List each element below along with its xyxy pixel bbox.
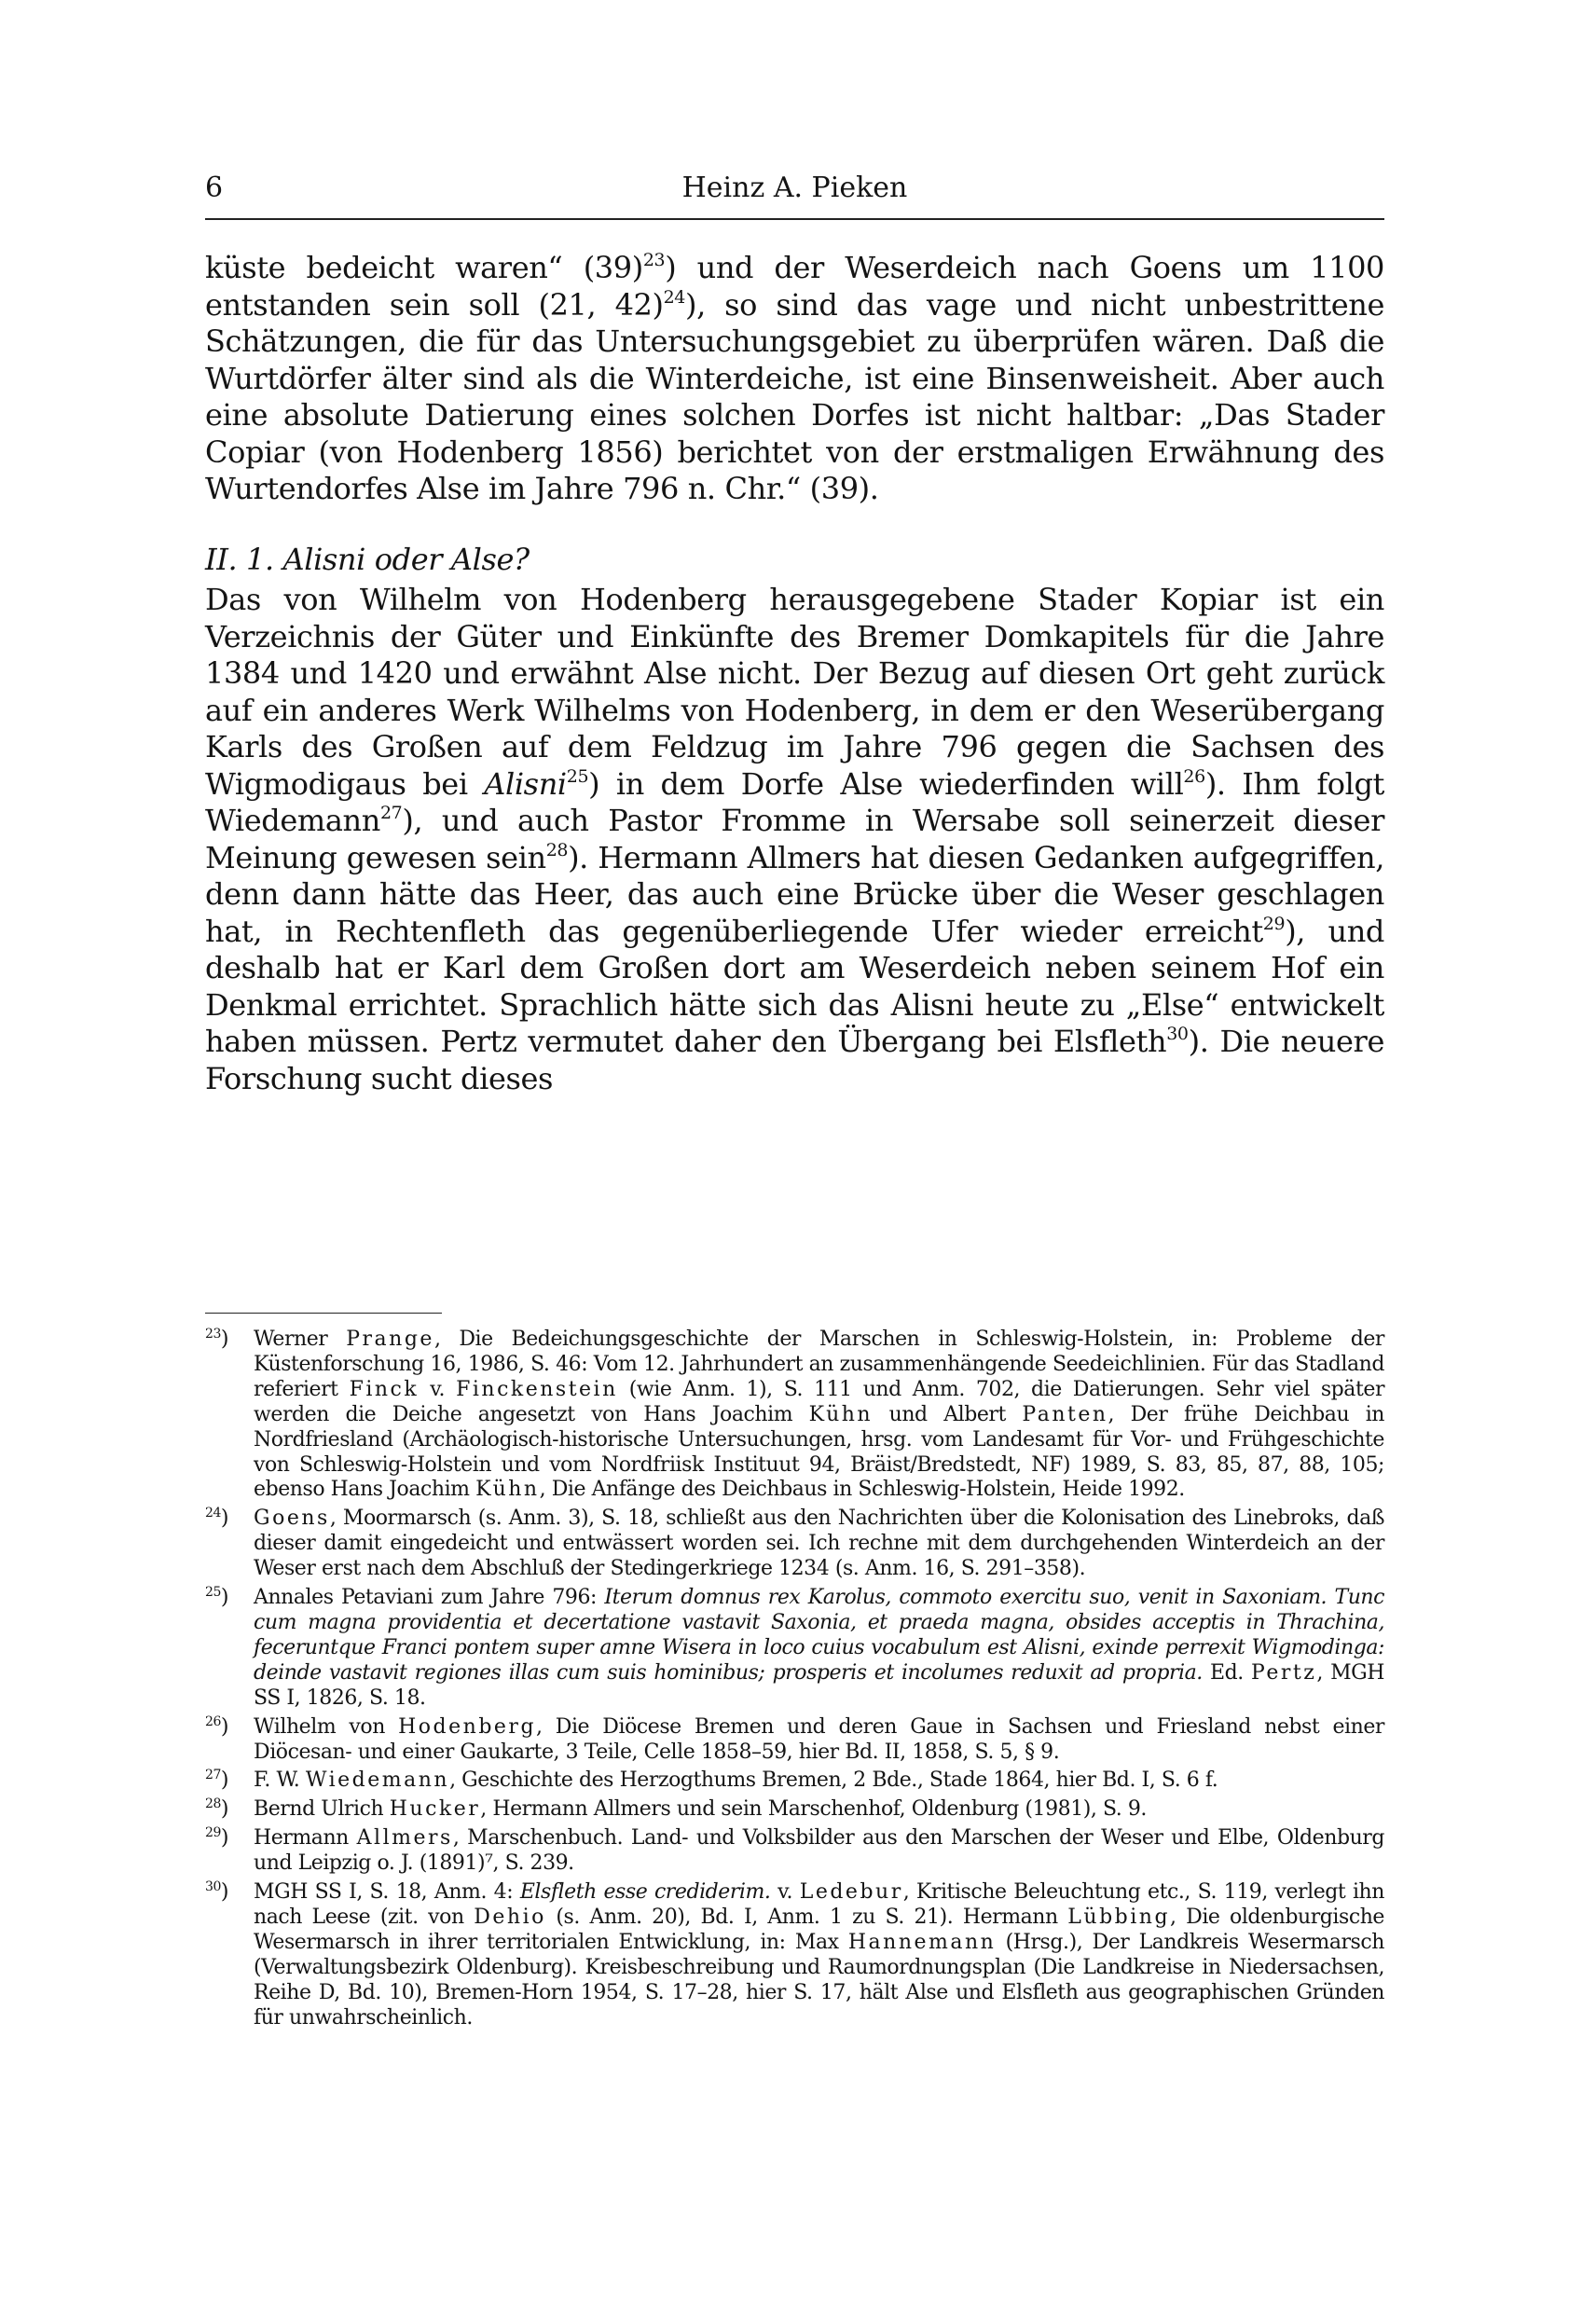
footnote-number-value: 24: [205, 1506, 221, 1521]
text-run: v.: [770, 1880, 800, 1905]
running-head: [205, 172, 1384, 220]
text-run: ). Hermann Allmers hat diesen Gedanken aufgegriffen, denn dann hätte das Heer, das auch eine Brücke über die Weser geschlagen hat, in Rechtenfleth das gegenüberliegende Ufer wieder erreicht: [205, 839, 1384, 949]
footnote-ref-23: 23: [642, 250, 666, 270]
text-run: , Die oldenburgische Wesermarsch in ihrer territorialen Entwicklung, in: Max: [254, 1905, 1384, 1954]
text-run: , Die Diöcese Bremen und deren Gaue in Sachsen und Friesland nebst einer Diöcesan- und einer Gaukarte, 3 Teile, Celle 1858–59, hier Bd. II, 1858, S. 5, § 9.: [254, 1714, 1384, 1764]
text-run: Wilhelm von: [254, 1714, 399, 1739]
author-name: Kühn: [475, 1478, 540, 1502]
author-name: Allmers: [356, 1826, 453, 1851]
text-run: , Geschichte des Herzogthums Bremen, 2 Bde., Stade 1864, hier Bd. I, S. 6 f.: [449, 1768, 1218, 1793]
footnote-separator: [205, 1313, 442, 1314]
footnote-24: [205, 1507, 1384, 1582]
text-run: ). Ihm folgt Wiedemann: [205, 765, 1385, 838]
body-text: [205, 250, 1384, 1097]
text-run: Das von Wilhelm von Hodenberg herausgegebene Stader Kopiar ist ein Verzeichnis der Güter und Einkünfte des Bremer Domkapitels für die Jahre 1384 und 1420 und erwähnt Alse nicht. Der Bezug auf diesen Ort geht zurück auf ein anderes Werk Wilhelms von Hodenberg, in dem er den Weserübergang Karls des Großen auf dem Feldzug im Jahre 796 gegen die Sachsen des Wigmodigaus bei: [205, 582, 1384, 802]
text-run: (Hrsg.), Der Landkreis Wesermarsch (Verwaltungsbezirk Oldenburg). Kreisbeschreibung und Raumordnungsplan (Die Landkreise in Niedersachsen, Reihe D, Bd. 10), Bremen-Horn 1954, S. 17–28, hier S. 17, hält Alse und Elsfleth aus geographischen Gründen für unwahrscheinlich.: [254, 1930, 1384, 2030]
footnote-30: [205, 1880, 1384, 2030]
text-run: MGH SS I, S. 18, Anm. 4:: [254, 1880, 520, 1905]
text-run: ). Die neuere Forschung sucht dieses: [205, 1024, 1384, 1096]
footnote-ref-30: 30: [1166, 1024, 1189, 1044]
text-run: v.: [419, 1377, 457, 1401]
footnote-29: [205, 1826, 1384, 1877]
text-run: , Hermann Allmers und sein Marschenhof, Oldenburg (1981), S. 9.: [480, 1797, 1147, 1822]
text-run: ), und auch Pastor Fromme in Wersabe soll seinerzeit dieser Meinung gewesen sein: [205, 803, 1384, 875]
text-run: , Marschenbuch. Land- und Volksbilder aus den Marschen der Weser und Elbe, Oldenburg und Leipzig o. J. (1891)⁷, S. 239.: [254, 1826, 1384, 1876]
footnote-number-value: 27: [205, 1768, 221, 1783]
author-name: Wiedemann: [305, 1768, 450, 1793]
footnote-27: [205, 1768, 1384, 1794]
author-name: Hucker: [389, 1797, 481, 1822]
text-run: Bernd Ulrich: [254, 1797, 390, 1822]
text-run: Hermann: [254, 1826, 357, 1851]
footnote-ref-24: 24: [663, 286, 685, 308]
footnote-ref-28: 28: [545, 839, 569, 860]
author-name: Lübbing: [1067, 1905, 1171, 1929]
footnote-number: $^{23}$): [205, 1327, 229, 1351]
latin-quotation: Elsfleth esse crediderim.: [519, 1880, 771, 1905]
text-run: , Die Anfänge des Deichbaus in Schleswig-Holstein, Heide 1992.: [539, 1478, 1185, 1502]
paragraph-1: [205, 250, 1384, 508]
footnote-number-value: 30: [205, 1879, 221, 1895]
paragraph-2: [205, 582, 1384, 1097]
author-name: Dehio: [474, 1905, 546, 1929]
text-run: ) in dem Dorfe Alse wiederfinden will: [588, 765, 1184, 802]
author-name: Hodenberg: [398, 1714, 537, 1739]
text-run: , Der frühe Deichbau in Nordfriesland (Archäologisch-historische Untersuchungen, hrsg. vom Landesamt für Vor- und Frühgeschichte von Schleswig-Holstein und vom Nordfriisk Instituut 94, Bräist/Bredstedt, NF) 1989, S. 83, 85, 87, 88, 105; ebenso Hans Joachim: [254, 1402, 1384, 1502]
text-run: und Albert: [873, 1402, 1023, 1426]
footnote-number: $^{28}$): [205, 1796, 229, 1822]
text-run: , Kritische Beleuchtung etc., S. 119, verlegt ihn nach Leese (zit. von: [254, 1880, 1384, 1929]
text-run: , Die Bedeichungsgeschichte der Marschen in Schleswig-Holstein, in: Probleme der Küstenforschung 16, 1986, S. 46: Vom 12. Jahrhundert an zusammenhängende Seedeichlinien. Für das Stadland referiert: [254, 1328, 1384, 1401]
footnote-number-value: 23: [205, 1327, 221, 1342]
footnote-ref-27: 27: [379, 803, 403, 823]
author-name: Kühn: [808, 1402, 874, 1426]
running-head-author: Heinz A. Pieken: [681, 172, 908, 204]
text-run: küste bedeicht waren“ (39): [205, 250, 643, 285]
footnote-ref-26: 26: [1183, 765, 1205, 787]
text-run: , MGH SS I, 1826, S. 18.: [254, 1660, 1385, 1710]
footnote-number-value: 28: [205, 1796, 221, 1812]
text-run: (wie Anm. 1), S. 111 und Anm. 702, die Datierungen. Sehr viel später werden die Deiche angesetzt von Hans Joachim: [254, 1377, 1385, 1426]
section-heading: II. 1. Alisni oder Alse?: [205, 541, 530, 577]
footnote-number: $^{26}$): [205, 1713, 229, 1739]
footnote-number: $^{24}$): [205, 1506, 229, 1531]
author-name: Goens: [254, 1507, 330, 1531]
text-run: Annales Petaviani zum Jahre 796:: [254, 1586, 605, 1610]
text-run: (s. Anm. 20), Bd. I, Anm. 1 zu S. 21). Hermann: [545, 1905, 1068, 1929]
footnote-ref-25: 25: [566, 765, 589, 787]
text-run: Ed.: [1202, 1660, 1252, 1685]
footnote-number-value: 29: [205, 1825, 221, 1841]
footnote-28: [205, 1797, 1384, 1823]
footnote-23: [205, 1328, 1384, 1503]
italic-term: Alisni: [484, 765, 567, 802]
page-number: 6: [205, 172, 224, 204]
author-name: Ledebur: [799, 1880, 903, 1905]
footnote-number-value: 26: [205, 1713, 221, 1729]
text-run: F. W.: [254, 1768, 306, 1793]
author-name: Pertz: [1251, 1660, 1317, 1685]
text-run: Werner: [254, 1328, 347, 1351]
text-run: , Moormarsch (s. Anm. 3), S. 18, schließt aus den Nachrichten über die Kolonisation des Linebroks, daß dieser damit eingedeicht und entwässert worden sei. Ich rechne mit dem durchgehenden Winterdeich an der Weser erst nach dem Abschluß der Stedingerkriege 1234 (s. Anm. 16, S. 291–358).: [254, 1507, 1384, 1581]
author-name: Hannemann: [847, 1930, 997, 1954]
text-run: ) und der Weserdeich nach Goens um 1100 entstanden sein soll (21, 42): [205, 250, 1384, 323]
footnote-26: [205, 1715, 1384, 1766]
author-name: Finck: [349, 1377, 420, 1401]
text-run: ), und deshalb hat er Karl dem Großen dort am Weserdeich neben seinem Hof ein Denkmal errichtet. Sprachlich hätte sich das Alisni heute zu „Else“ entwickelt haben müssen. Pertz vermutet daher den Übergang bei Elsfleth: [205, 913, 1384, 1059]
text-run: ), so sind das vage und nicht unbestrittene Schätzungen, die für das Untersuchungsgebiet zu überprüfen wären. Daß die Wurtdörfer älter sind als die Winterdeiche, ist eine Binsenweisheit. Aber auch eine absolute Datierung eines solchen Dorfes ist nicht haltbar: „Das Stader Copiar (von Hodenberg 1856) berichtet von der erstmaligen Erwähnung des Wurtendorfes Alse im Jahre 796 n. Chr.“ (39).: [205, 286, 1384, 506]
latin-quotation: Iterum domnus rex Karolus, commoto exercitu suo, venit in Saxoniam. Tunc cum magna providentia et decertatione vastavit Saxonia, et praeda magna, obsides acceptis in Thrachina, feceruntque Franci pontem super amne Wisera in loco cuius vocabulum est Alisni, exinde perrexit Wigmodinga: deinde vastavit regiones illas cum suis hominibus; prosperis et incolumes reduxit ad propria.: [254, 1586, 1385, 1685]
footnote-number-value: 25: [205, 1585, 221, 1601]
footnote-number: $^{30}$): [205, 1879, 229, 1905]
footnote-25: [205, 1586, 1384, 1712]
author-name: Finckenstein: [456, 1377, 618, 1401]
footnote-number: $^{25}$): [205, 1585, 229, 1610]
footnote-number: $^{29}$): [205, 1825, 229, 1851]
author-name: Panten: [1022, 1402, 1108, 1426]
author-name: Prange: [346, 1328, 434, 1351]
footnote-number: $^{27}$): [205, 1768, 229, 1793]
footnote-ref-29: 29: [1262, 913, 1286, 934]
footnotes: [205, 1328, 1384, 2034]
